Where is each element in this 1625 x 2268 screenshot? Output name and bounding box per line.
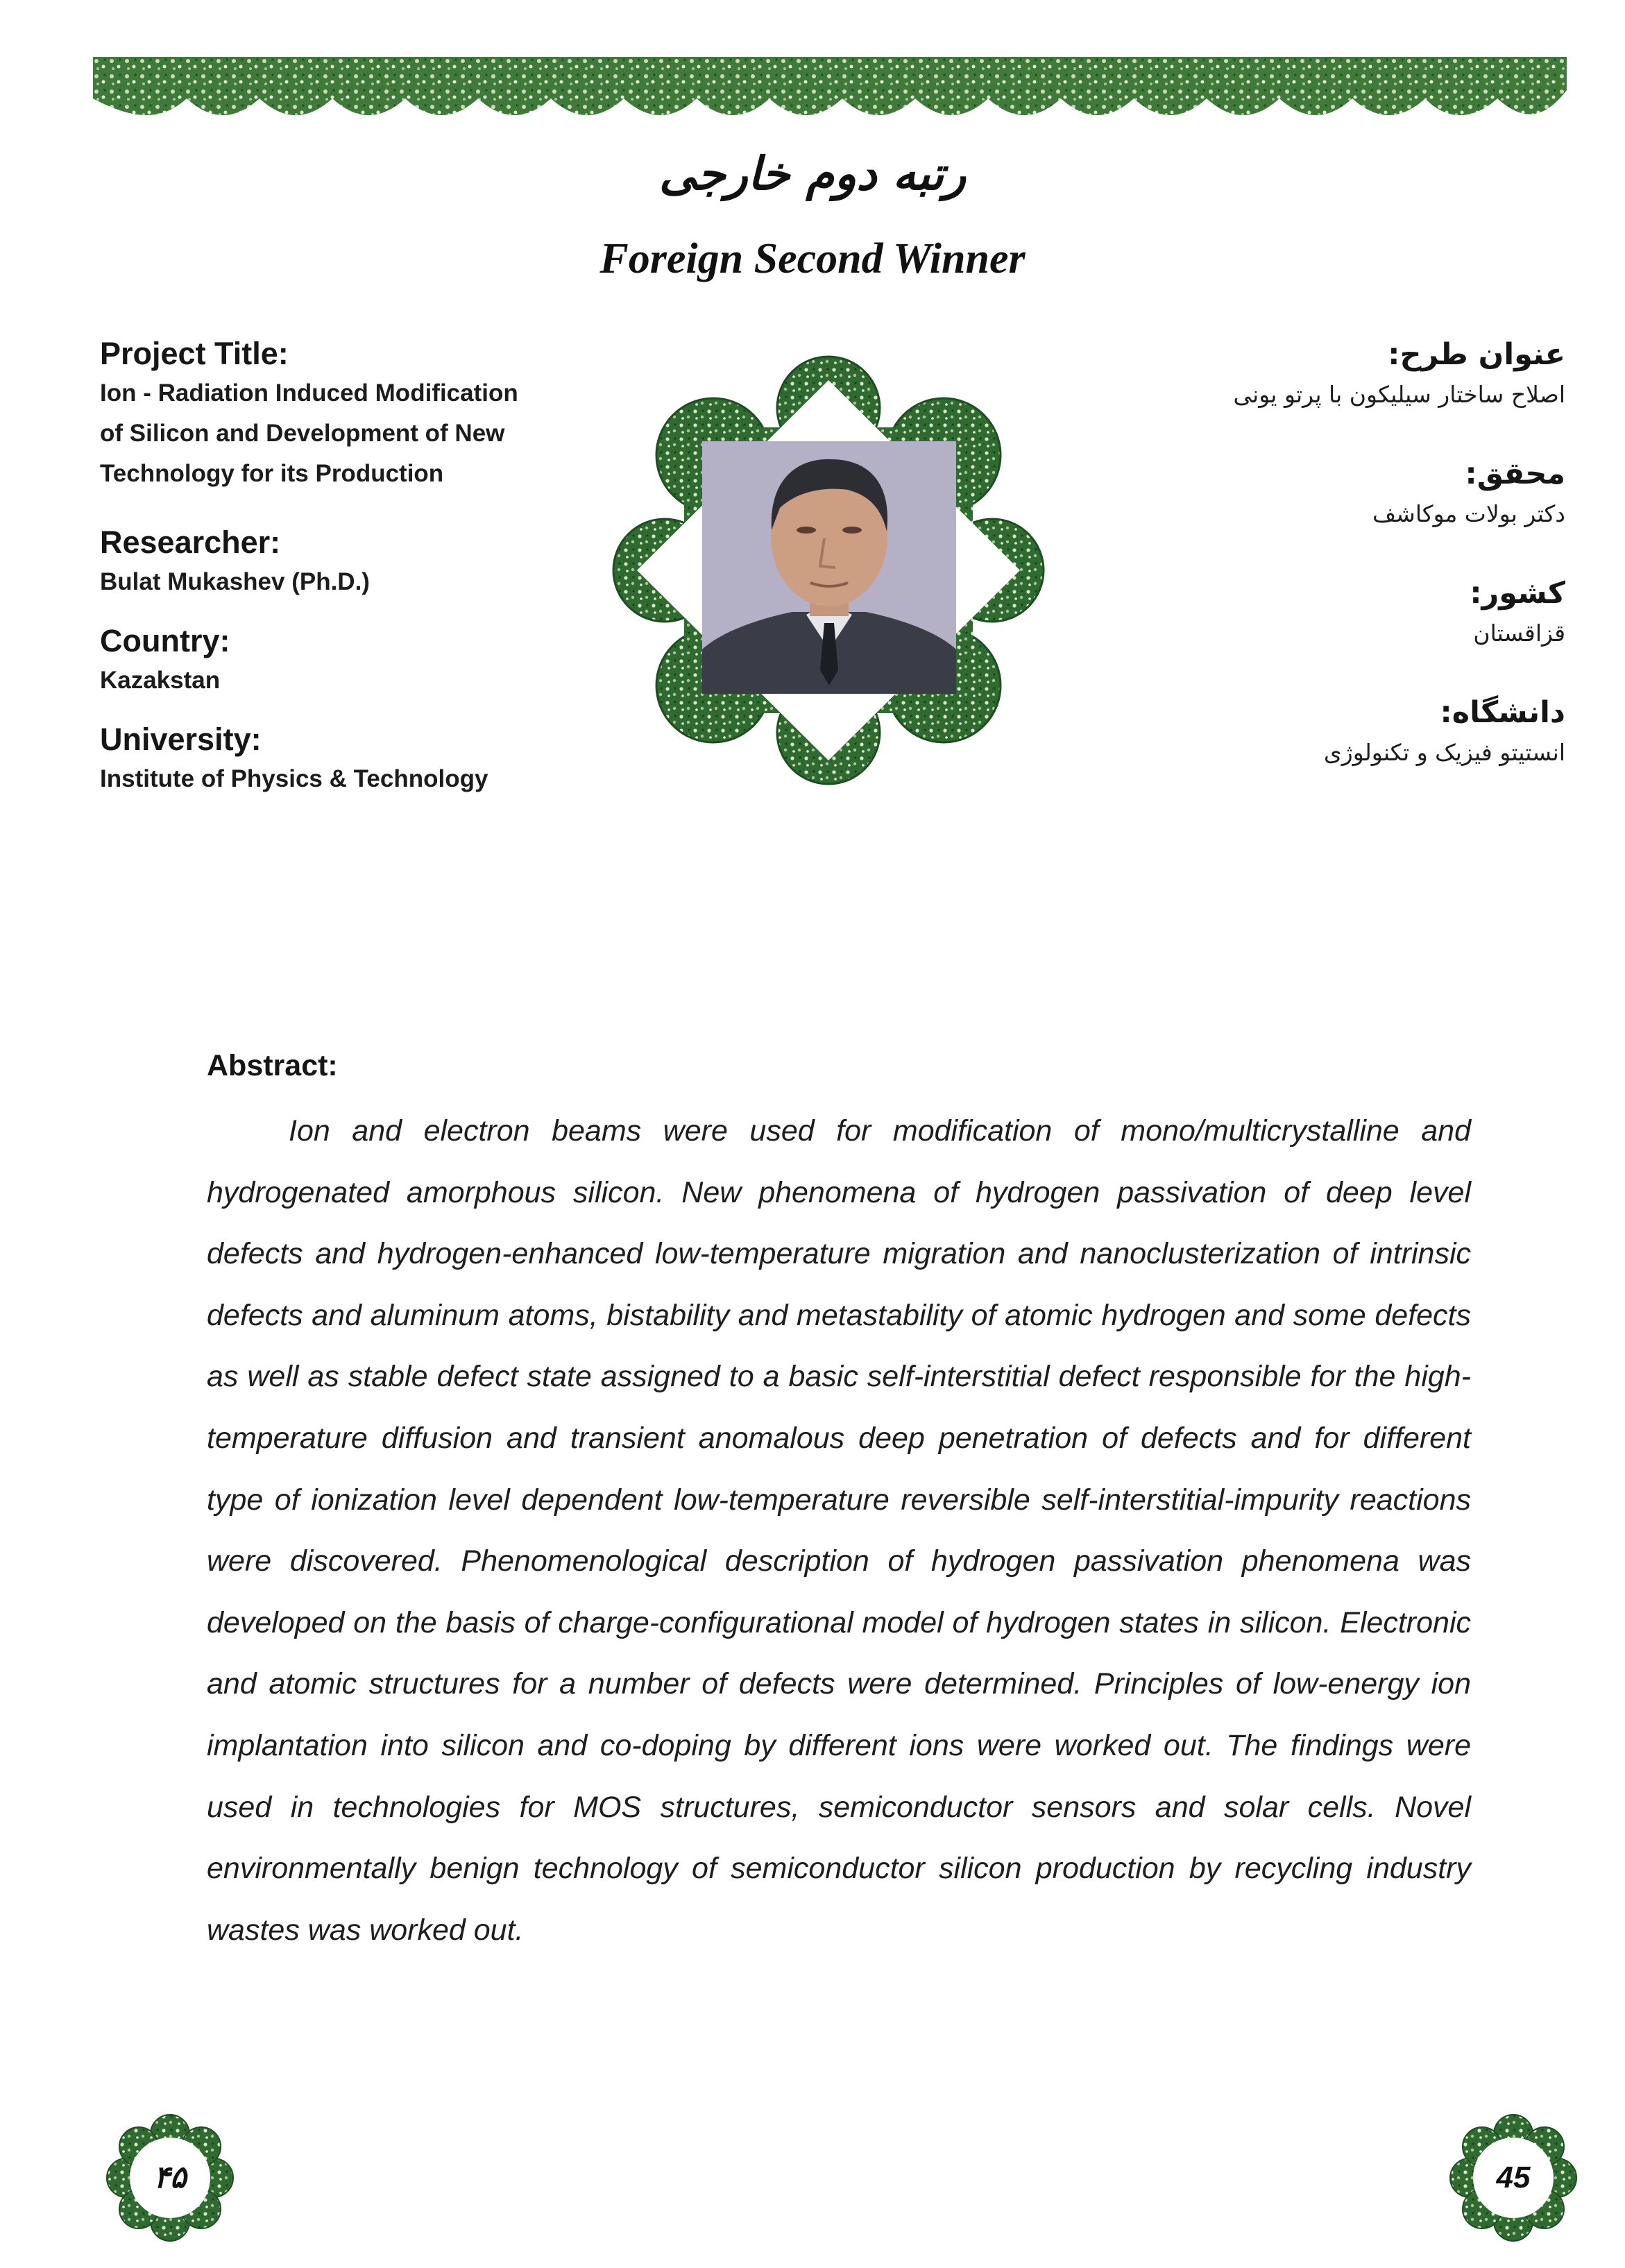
university-name-fa: انستیتو فیزیک و تکنولوژی — [1323, 739, 1565, 766]
abstract-text: Ion and electron beams were used for modification of mono/multicrystalline and hydrogenated amorphous silicon. New phenomena of hydrogen passivation of deep level defects and hydrogen-enhanced low-temperature migration and nanoclusterization of intrinsic defects and aluminum atoms, bistability and metastability of atomic hydrogen and some defects as well as stable defect state assigned to a basic self-interstitial defect responsible for the high-temperature diffusion and transient anomalous deep penetration of defects and for different type of ionization level dependent low-temperature reversible self-interstitial-impurity reactions were discovered. Phenomenological description of hydrogen passivation phenomena was developed on the basis of charge-configurational model of hydrogen states in silicon. Electronic and atomic structures for a number of defects were determined. Principles of low-energy ion implantation into silicon and co-doping by different ions were worked out. The findings were used in technologies for MOS structures, semiconductor sensors and solar cells. Novel environmentally benign technology of semiconductor silicon production by recycling industry wastes was worked out. — [207, 1114, 1471, 1947]
country-label: Country: — [100, 623, 230, 658]
university-name: Institute of Physics & Technology — [100, 765, 488, 792]
university-label: University: — [100, 722, 262, 757]
project-title-fa: اصلاح ساختار سیلیکون با پرتو یونی — [1233, 381, 1565, 408]
project-title-line: of Silicon and Development of New — [100, 420, 505, 447]
researcher-label: Researcher: — [100, 525, 281, 560]
title-persian: رتبه دوم خارجی — [658, 147, 967, 201]
decorative-banner — [93, 57, 1567, 121]
project-title-line: Ion - Radiation Induced Modification — [100, 380, 518, 407]
country-name-fa: قزاقستان — [1473, 620, 1565, 647]
project-title-label-fa: عنوان طرح: — [1388, 337, 1565, 372]
info-persian — [1135, 334, 1565, 773]
country-label-fa: کشور: — [1470, 576, 1565, 611]
page-badge-right — [1449, 2113, 1578, 2242]
country-name: Kazakstan — [100, 667, 221, 694]
abstract-label: Abstract: — [207, 1049, 338, 1082]
page-badge-left — [105, 2113, 235, 2242]
info-english — [100, 334, 586, 799]
title-english: Foreign Second Winner — [599, 235, 1026, 282]
researcher-name: Bulat Mukashev (Ph.D.) — [100, 568, 370, 595]
page-number-en: 45 — [1496, 2160, 1531, 2194]
project-title-line: Technology for its Production — [100, 460, 444, 487]
project-title-label: Project Title: — [100, 336, 289, 371]
researcher-name-fa: دکتر بولات موکاشف — [1372, 500, 1565, 527]
university-label-fa: دانشگاه: — [1440, 695, 1565, 730]
researcher-label-fa: محقق: — [1465, 457, 1565, 491]
page-number-fa: ۴۵ — [153, 2160, 187, 2194]
researcher-photo — [702, 441, 956, 694]
